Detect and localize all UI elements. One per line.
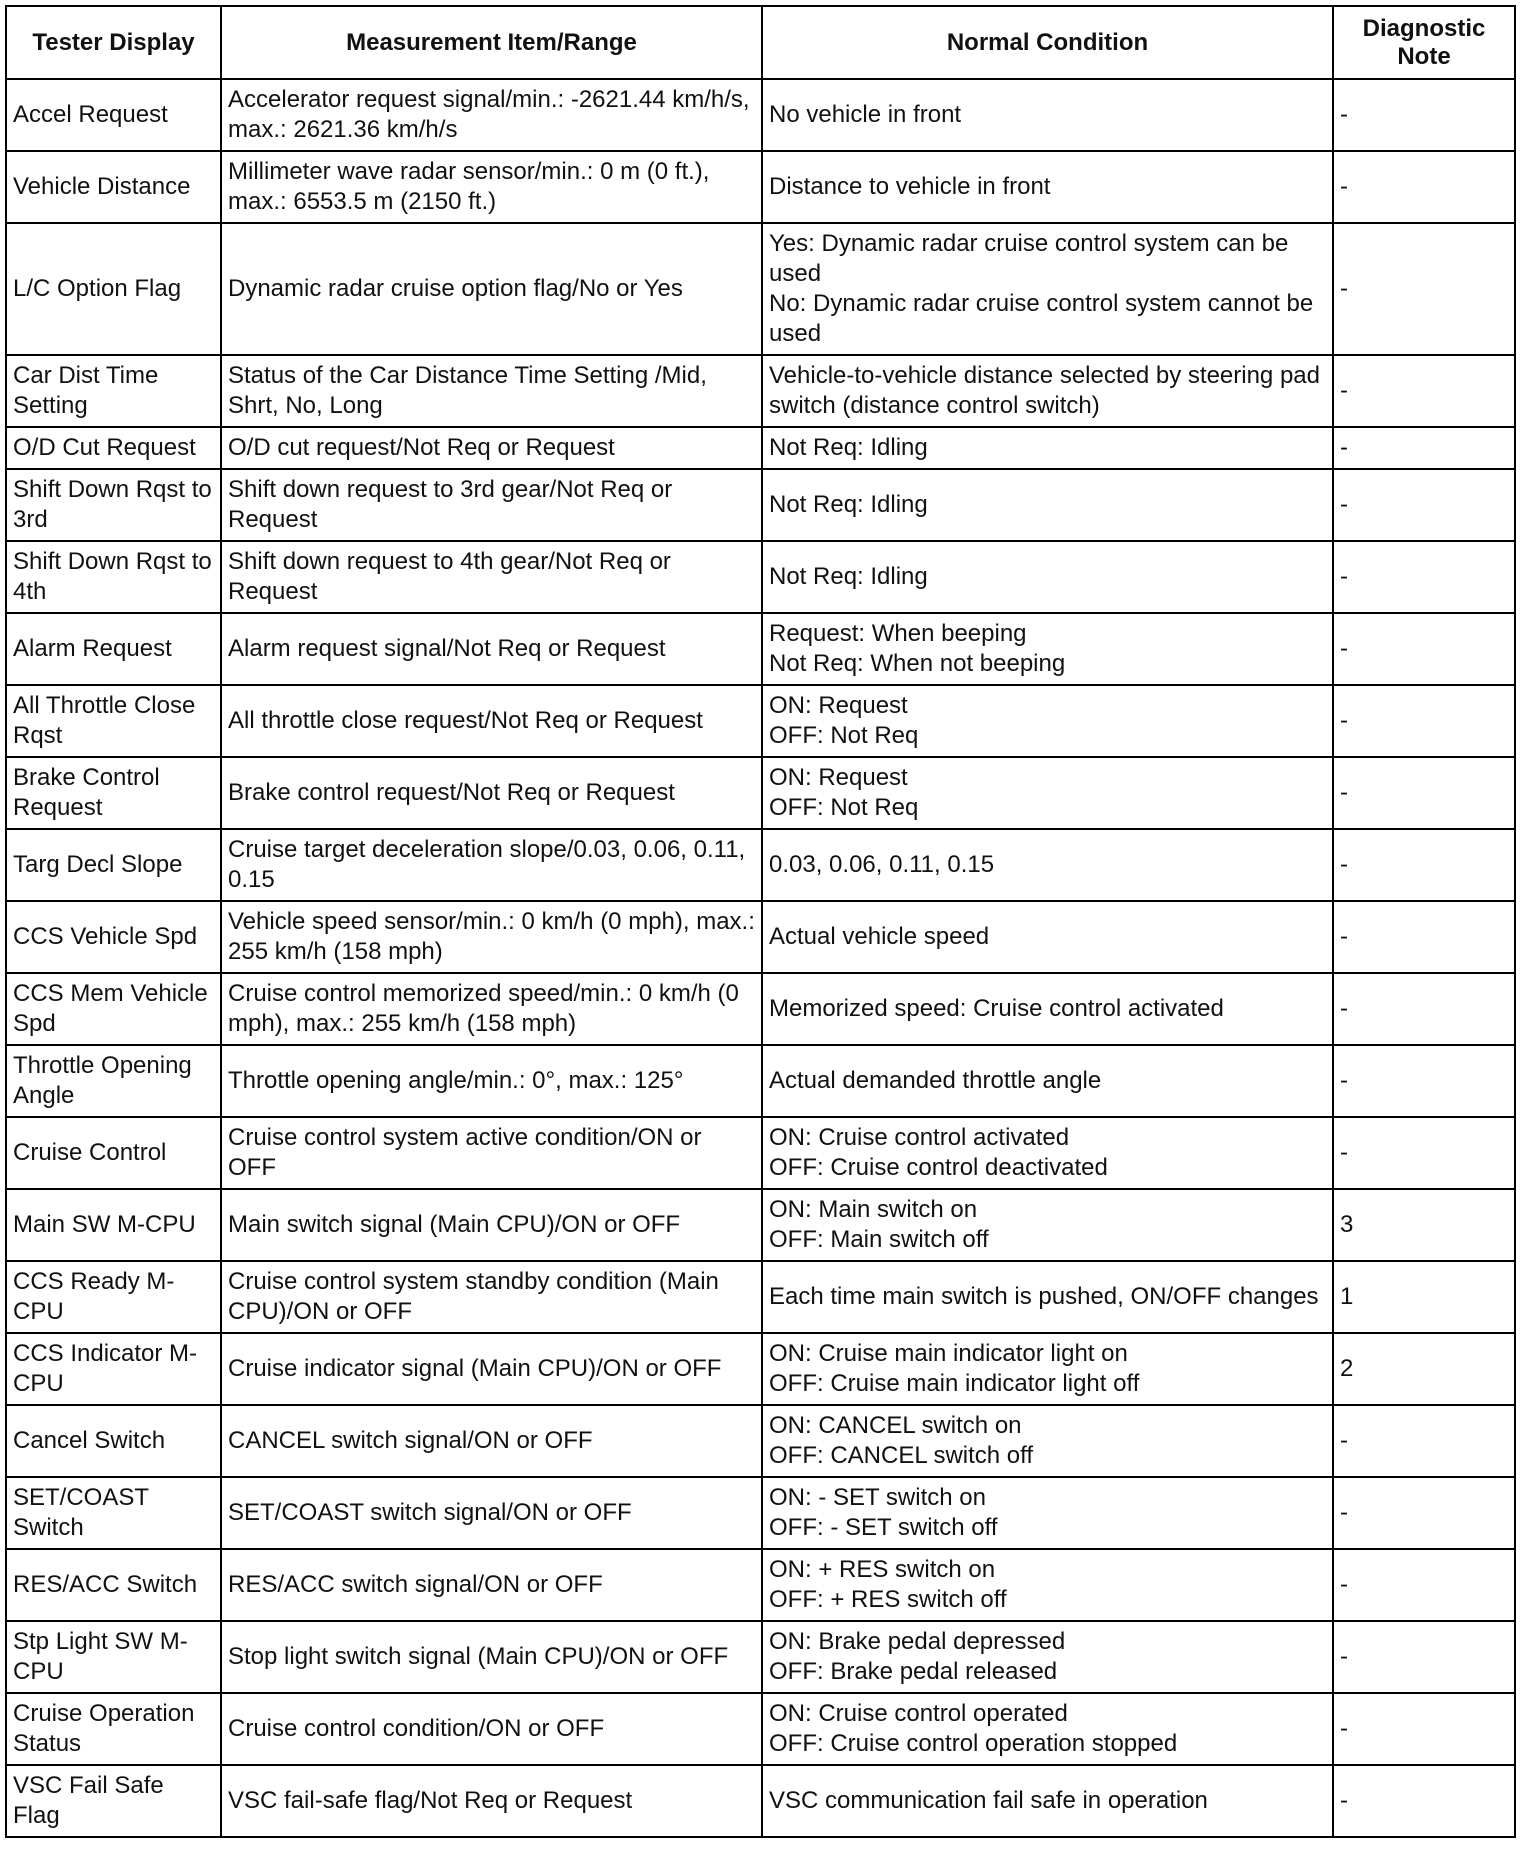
measurement-cell-text: Status of the Car Distance Time Setting /Mid, Shrt, No, Long [228, 362, 707, 419]
header-diagnostic-note-label: Diagnostic Note [1362, 14, 1486, 70]
normal-condition-cell [762, 1261, 1333, 1333]
normal-condition-cell-text: Request: When beeping Not Req: When not beeping [769, 620, 1066, 677]
tester-display-cell [6, 1333, 221, 1405]
tester-display-cell [6, 685, 221, 757]
normal-condition-cell [762, 1693, 1333, 1765]
tester-display-cell-text: CCS Ready M-CPU [13, 1268, 175, 1325]
header-measurement [221, 6, 762, 79]
measurement-cell [221, 469, 762, 541]
table-row [6, 223, 1515, 355]
measurement-cell [221, 1117, 762, 1189]
normal-condition-cell-text: ON: + RES switch on OFF: + RES switch off [769, 1556, 1007, 1613]
measurement-cell-text: Brake control request/Not Req or Request [228, 779, 675, 806]
measurement-cell [221, 427, 762, 469]
measurement-cell [221, 1261, 762, 1333]
normal-condition-cell [762, 685, 1333, 757]
measurement-cell [221, 1477, 762, 1549]
normal-condition-cell-text: ON: Request OFF: Not Req [769, 692, 919, 749]
normal-condition-cell-text: Each time main switch is pushed, ON/OFF changes [769, 1283, 1319, 1310]
diagnostic-note-cell [1333, 829, 1515, 901]
tester-display-cell [6, 973, 221, 1045]
tester-display-cell-text: Brake Control Request [13, 764, 160, 821]
measurement-cell [221, 541, 762, 613]
diagnostic-note-cell-text: - [1340, 1787, 1348, 1814]
tester-display-cell [6, 1117, 221, 1189]
normal-condition-cell [762, 427, 1333, 469]
measurement-cell-text: All throttle close request/Not Req or Request [228, 707, 703, 734]
diagnostic-note-cell [1333, 1477, 1515, 1549]
normal-condition-cell-text: ON: - SET switch on OFF: - SET switch off [769, 1484, 998, 1541]
measurement-cell [221, 1549, 762, 1621]
diagnostic-note-cell [1333, 901, 1515, 973]
normal-condition-cell [762, 1045, 1333, 1117]
diagnostic-note-cell-text: - [1340, 995, 1348, 1022]
tester-display-cell-text: SET/COAST Switch [13, 1484, 149, 1541]
tester-display-cell-text: RES/ACC Switch [13, 1571, 198, 1598]
tester-display-cell [6, 355, 221, 427]
tester-display-cell-text: Cancel Switch [13, 1427, 166, 1454]
tester-display-cell [6, 1693, 221, 1765]
tester-display-cell [6, 829, 221, 901]
tester-display-cell [6, 901, 221, 973]
tester-display-cell-text: Shift Down Rqst to 3rd [13, 476, 212, 533]
diagnostic-note-cell-text: - [1340, 377, 1348, 404]
measurement-cell [221, 1621, 762, 1693]
tester-display-cell-text: Car Dist Time Setting [13, 362, 159, 419]
header-tester-display-label: Tester Display [32, 28, 195, 56]
tester-display-cell-text: Cruise Control [13, 1139, 167, 1166]
diagnostic-note-cell-text: - [1340, 173, 1348, 200]
normal-condition-cell-text: Vehicle-to-vehicle distance selected by steering pad switch (distance control switch) [769, 362, 1320, 419]
measurement-cell [221, 1405, 762, 1477]
measurement-cell [221, 1045, 762, 1117]
normal-condition-cell [762, 1117, 1333, 1189]
diagnostic-note-cell [1333, 1549, 1515, 1621]
measurement-cell [221, 901, 762, 973]
diagnostic-note-cell [1333, 973, 1515, 1045]
diagnostic-note-cell-text: 3 [1340, 1211, 1354, 1238]
diagnostic-note-cell [1333, 151, 1515, 223]
tester-display-cell [6, 757, 221, 829]
diagnostic-note-cell-text: - [1340, 491, 1348, 518]
tester-display-cell [6, 1045, 221, 1117]
tester-display-cell [6, 1621, 221, 1693]
table-row [6, 1621, 1515, 1693]
measurement-cell-text: Cruise control system active condition/ON or OFF [228, 1124, 702, 1181]
tester-display-cell-text: VSC Fail Safe Flag [13, 1772, 164, 1829]
tester-display-cell [6, 151, 221, 223]
normal-condition-cell-text: Distance to vehicle in front [769, 173, 1051, 200]
diagnostic-note-cell [1333, 541, 1515, 613]
diagnostic-note-cell-text: - [1340, 1499, 1348, 1526]
normal-condition-cell [762, 469, 1333, 541]
tester-display-cell-text: O/D Cut Request [13, 434, 196, 461]
normal-condition-cell-text: ON: Main switch on OFF: Main switch off [769, 1196, 989, 1253]
diagnostic-note-cell-text: - [1340, 779, 1348, 806]
header-tester-display [6, 6, 221, 79]
tester-display-cell [6, 541, 221, 613]
diagnostic-note-cell [1333, 469, 1515, 541]
table-row [6, 1405, 1515, 1477]
table-row [6, 151, 1515, 223]
normal-condition-cell [762, 1549, 1333, 1621]
tester-display-cell-text: Shift Down Rqst to 4th [13, 548, 212, 605]
normal-condition-cell [762, 151, 1333, 223]
tester-display-cell [6, 1405, 221, 1477]
table-row [6, 1477, 1515, 1549]
diagnostic-note-cell-text: 2 [1340, 1355, 1354, 1382]
tester-display-cell [6, 427, 221, 469]
tester-display-cell-text: Vehicle Distance [13, 173, 191, 200]
normal-condition-cell-text: ON: CANCEL switch on OFF: CANCEL switch off [769, 1412, 1034, 1469]
normal-condition-cell [762, 1405, 1333, 1477]
measurement-cell-text: Stop light switch signal (Main CPU)/ON or OFF [228, 1643, 729, 1670]
measurement-cell [221, 685, 762, 757]
diagnostic-note-cell [1333, 79, 1515, 151]
normal-condition-cell [762, 1189, 1333, 1261]
measurement-cell-text: CANCEL switch signal/ON or OFF [228, 1427, 593, 1454]
diagnostic-note-cell [1333, 685, 1515, 757]
normal-condition-cell [762, 1765, 1333, 1837]
tester-display-cell-text: CCS Vehicle Spd [13, 923, 198, 950]
normal-condition-cell-text: ON: Cruise control operated OFF: Cruise control operation stopped [769, 1700, 1178, 1757]
normal-condition-cell-text: VSC communication fail safe in operation [769, 1787, 1208, 1814]
table-row [6, 469, 1515, 541]
measurement-cell-text: Throttle opening angle/min.: 0°, max.: 125° [228, 1067, 684, 1094]
normal-condition-cell [762, 79, 1333, 151]
header-row [6, 6, 1515, 79]
header-diagnostic-note [1333, 6, 1515, 79]
tester-display-cell-text: Cruise Operation Status [13, 1700, 195, 1757]
tester-display-cell [6, 469, 221, 541]
tester-display-cell-text: Targ Decl Slope [13, 851, 183, 878]
normal-condition-cell-text: Not Req: Idling [769, 563, 928, 590]
normal-condition-cell-text: 0.03, 0.06, 0.11, 0.15 [769, 851, 995, 878]
table-row [6, 973, 1515, 1045]
tester-display-cell [6, 1189, 221, 1261]
tester-display-cell [6, 613, 221, 685]
tester-display-cell-text: All Throttle Close Rqst [13, 692, 196, 749]
header-measurement-label: Measurement Item/Range [346, 28, 637, 56]
diagnostic-note-cell-text: 1 [1340, 1283, 1354, 1310]
table-row [6, 1549, 1515, 1621]
tester-display-cell-text: Main SW M-CPU [13, 1211, 196, 1238]
measurement-cell [221, 1693, 762, 1765]
tester-display-cell [6, 1549, 221, 1621]
measurement-cell [221, 1765, 762, 1837]
tester-display-cell-text: Accel Request [13, 101, 168, 128]
data-list-table [5, 5, 1516, 1838]
measurement-cell-text: Cruise control system standby condition (Main CPU)/ON or OFF [228, 1268, 719, 1325]
header-normal-condition [762, 6, 1333, 79]
measurement-cell-text: Cruise control memorized speed/min.: 0 km/h (0 mph), max.: 255 km/h (158 mph) [228, 980, 739, 1037]
normal-condition-cell [762, 223, 1333, 355]
normal-condition-cell-text: ON: Cruise control activated OFF: Cruise control deactivated [769, 1124, 1108, 1181]
measurement-cell-text: Cruise target deceleration slope/0.03, 0.06, 0.11, 0.15 [228, 836, 746, 893]
normal-condition-cell-text: Not Req: Idling [769, 491, 928, 518]
diagnostic-note-cell-text: - [1340, 1067, 1348, 1094]
tester-display-cell-text: Throttle Opening Angle [13, 1052, 192, 1109]
tester-display-cell-text: L/C Option Flag [13, 275, 182, 302]
diagnostic-note-cell-text: - [1340, 1139, 1348, 1166]
normal-condition-cell-text: ON: Brake pedal depressed OFF: Brake pedal released [769, 1628, 1066, 1685]
table-row [6, 79, 1515, 151]
normal-condition-cell [762, 757, 1333, 829]
tester-display-cell-text: Stp Light SW M-CPU [13, 1628, 188, 1685]
table-row [6, 1261, 1515, 1333]
table-row [6, 613, 1515, 685]
measurement-cell-text: Cruise control condition/ON or OFF [228, 1715, 605, 1742]
diagnostic-note-cell [1333, 355, 1515, 427]
normal-condition-cell [762, 355, 1333, 427]
diagnostic-note-cell-text: - [1340, 923, 1348, 950]
tester-display-cell-text: CCS Indicator M-CPU [13, 1340, 198, 1397]
measurement-cell [221, 973, 762, 1045]
diagnostic-note-cell [1333, 1045, 1515, 1117]
table-row [6, 1189, 1515, 1261]
normal-condition-cell-text: Actual demanded throttle angle [769, 1067, 1102, 1094]
measurement-cell [221, 223, 762, 355]
normal-condition-cell-text: Actual vehicle speed [769, 923, 990, 950]
diagnostic-note-cell [1333, 1261, 1515, 1333]
diagnostic-note-cell-text: - [1340, 1643, 1348, 1670]
table-row [6, 541, 1515, 613]
normal-condition-cell-text: ON: Request OFF: Not Req [769, 764, 919, 821]
tester-display-cell [6, 79, 221, 151]
normal-condition-cell [762, 829, 1333, 901]
diagnostic-note-cell-text: - [1340, 563, 1348, 590]
normal-condition-cell-text: Yes: Dynamic radar cruise control system can be used No: Dynamic radar cruise control system cannot be used [769, 230, 1314, 347]
measurement-cell-text: O/D cut request/Not Req or Request [228, 434, 615, 461]
tester-display-cell [6, 1765, 221, 1837]
table-row [6, 1333, 1515, 1405]
diagnostic-note-cell [1333, 1189, 1515, 1261]
diagnostic-note-cell [1333, 1333, 1515, 1405]
normal-condition-cell [762, 1333, 1333, 1405]
diagnostic-note-cell-text: - [1340, 1571, 1348, 1598]
diagnostic-note-cell-text: - [1340, 275, 1348, 302]
normal-condition-cell [762, 901, 1333, 973]
diagnostic-note-cell [1333, 223, 1515, 355]
normal-condition-cell [762, 541, 1333, 613]
measurement-cell [221, 1189, 762, 1261]
measurement-cell [221, 355, 762, 427]
measurement-cell [221, 829, 762, 901]
diagnostic-note-cell-text: - [1340, 434, 1348, 461]
diagnostic-note-cell-text: - [1340, 1427, 1348, 1454]
measurement-cell-text: Vehicle speed sensor/min.: 0 km/h (0 mph), max.: 255 km/h (158 mph) [228, 908, 755, 965]
table-row [6, 901, 1515, 973]
normal-condition-cell-text: No vehicle in front [769, 101, 962, 128]
measurement-cell-text: Shift down request to 3rd gear/Not Req or Request [228, 476, 673, 533]
tester-display-cell-text: CCS Mem Vehicle Spd [13, 980, 208, 1037]
table-row [6, 1693, 1515, 1765]
tester-display-cell [6, 1261, 221, 1333]
diagnostic-note-cell [1333, 613, 1515, 685]
measurement-cell [221, 79, 762, 151]
normal-condition-cell-text: ON: Cruise main indicator light on OFF: Cruise main indicator light off [769, 1340, 1140, 1397]
measurement-cell-text: Dynamic radar cruise option flag/No or Yes [228, 275, 683, 302]
normal-condition-cell-text: Memorized speed: Cruise control activated [769, 995, 1224, 1022]
tester-display-cell [6, 223, 221, 355]
diagnostic-note-cell [1333, 1765, 1515, 1837]
measurement-cell-text: RES/ACC switch signal/ON or OFF [228, 1571, 603, 1598]
normal-condition-cell [762, 973, 1333, 1045]
table-row [6, 1117, 1515, 1189]
tester-display-cell [6, 1477, 221, 1549]
measurement-cell [221, 613, 762, 685]
measurement-cell-text: Accelerator request signal/min.: -2621.44 km/h/s, max.: 2621.36 km/h/s [228, 86, 750, 143]
table-row [6, 685, 1515, 757]
diagnostic-note-cell-text: - [1340, 101, 1348, 128]
measurement-cell [221, 1333, 762, 1405]
table-row [6, 1765, 1515, 1837]
diagnostic-note-cell-text: - [1340, 707, 1348, 734]
tester-display-cell-text: Alarm Request [13, 635, 172, 662]
measurement-cell-text: VSC fail-safe flag/Not Req or Request [228, 1787, 633, 1814]
normal-condition-cell-text: Not Req: Idling [769, 434, 928, 461]
diagnostic-note-cell-text: - [1340, 851, 1348, 878]
diagnostic-note-cell-text: - [1340, 635, 1348, 662]
table-body [6, 79, 1515, 1837]
diagnostic-note-cell [1333, 1693, 1515, 1765]
measurement-cell-text: Shift down request to 4th gear/Not Req or Request [228, 548, 671, 605]
diagnostic-note-cell [1333, 1405, 1515, 1477]
measurement-cell-text: Cruise indicator signal (Main CPU)/ON or OFF [228, 1355, 722, 1382]
diagnostic-note-cell-text: - [1340, 1715, 1348, 1742]
measurement-cell [221, 757, 762, 829]
table-row [6, 427, 1515, 469]
table-row [6, 757, 1515, 829]
normal-condition-cell [762, 613, 1333, 685]
measurement-cell-text: SET/COAST switch signal/ON or OFF [228, 1499, 632, 1526]
diagnostic-note-cell [1333, 1621, 1515, 1693]
measurement-cell-text: Main switch signal (Main CPU)/ON or OFF [228, 1211, 681, 1238]
normal-condition-cell [762, 1621, 1333, 1693]
table-row [6, 355, 1515, 427]
measurement-cell-text: Alarm request signal/Not Req or Request [228, 635, 666, 662]
header-normal-condition-label: Normal Condition [946, 28, 1149, 56]
table-row [6, 1045, 1515, 1117]
table-row [6, 829, 1515, 901]
diagnostic-note-cell [1333, 757, 1515, 829]
measurement-cell-text: Millimeter wave radar sensor/min.: 0 m (0 ft.), max.: 6553.5 m (2150 ft.) [228, 158, 710, 215]
diagnostic-note-cell [1333, 1117, 1515, 1189]
diagnostic-note-cell [1333, 427, 1515, 469]
measurement-cell [221, 151, 762, 223]
normal-condition-cell [762, 1477, 1333, 1549]
